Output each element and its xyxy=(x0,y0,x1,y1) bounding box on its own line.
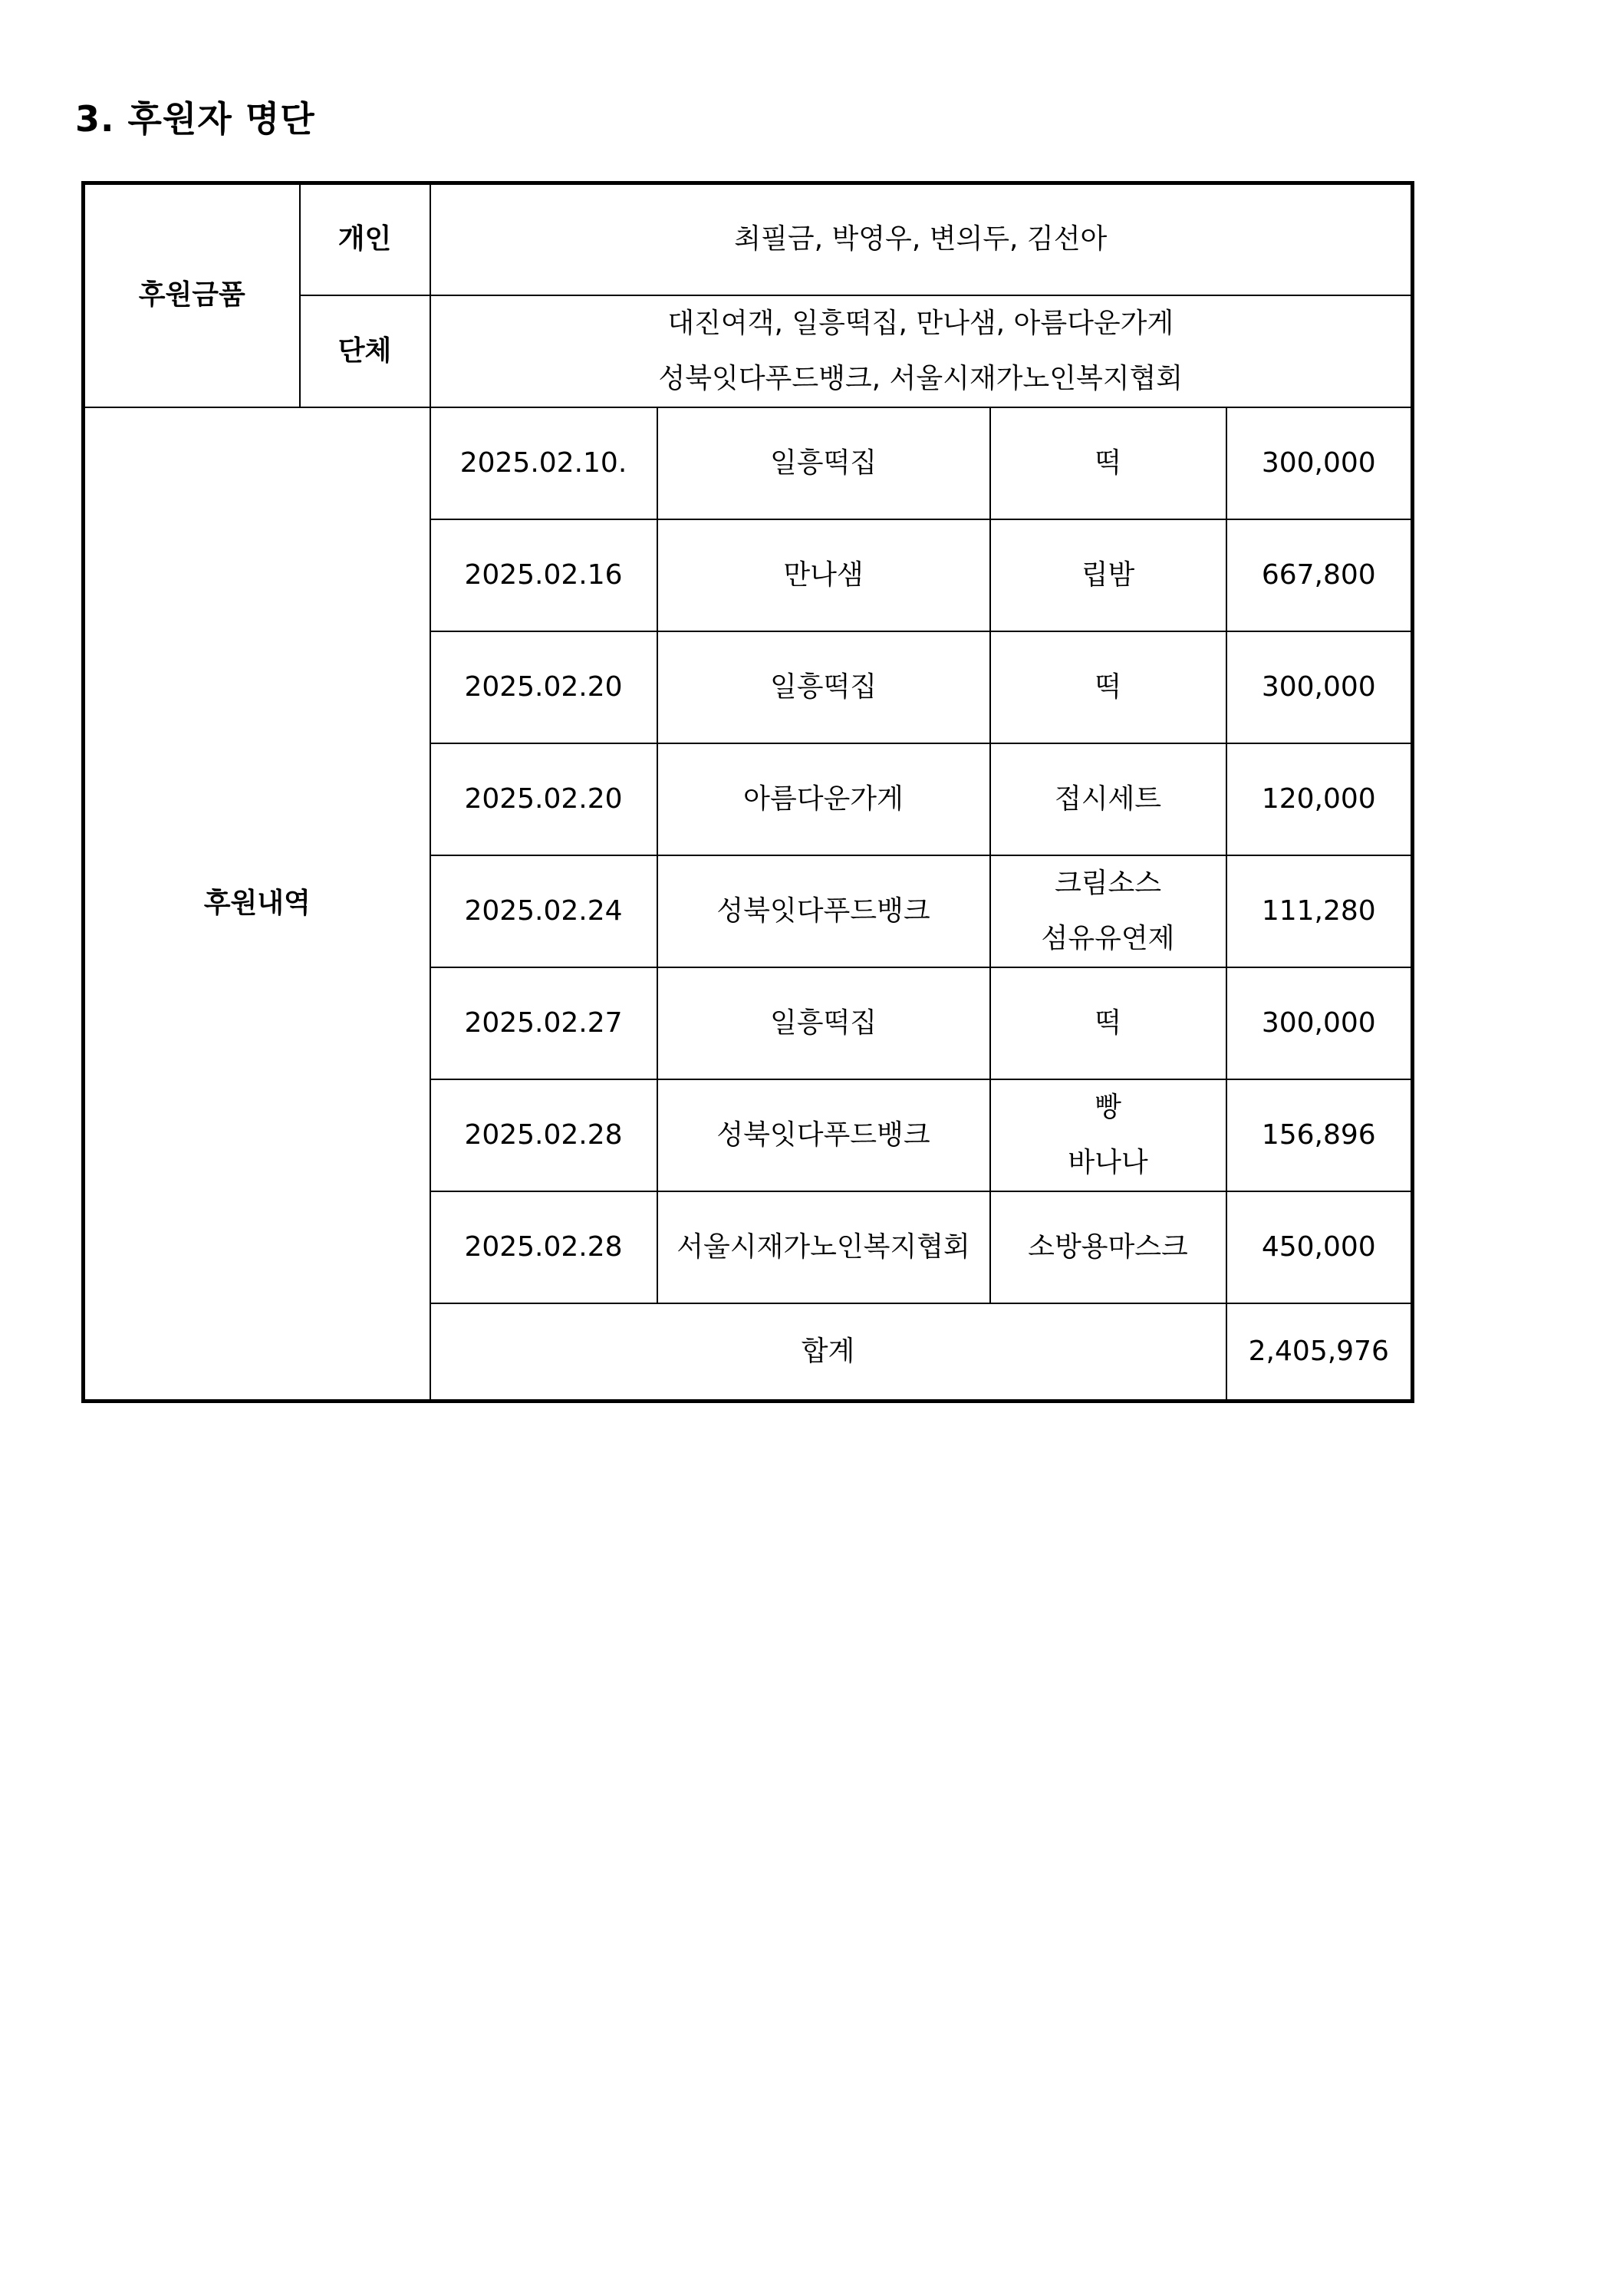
group-label: 단체 xyxy=(300,295,430,407)
total-label: 합계 xyxy=(430,1303,1226,1402)
donation-donor: 일흥떡집 xyxy=(657,967,990,1079)
goods-header: 후원금품 xyxy=(84,183,300,407)
section-title: 3. 후원자 명단 xyxy=(75,98,315,140)
donation-item-line: 빵 xyxy=(1095,1091,1121,1123)
donation-item-line: 떡 xyxy=(1095,446,1121,479)
donation-row xyxy=(84,407,1413,519)
donor-table xyxy=(81,181,1414,1403)
donation-amount: 300,000 xyxy=(1226,407,1413,519)
donation-item xyxy=(990,967,1226,1079)
donation-item-line: 크림소스 xyxy=(1054,867,1162,899)
donation-item xyxy=(990,1191,1226,1303)
donation-item-line: 떡 xyxy=(1095,670,1121,703)
donation-item xyxy=(990,407,1226,519)
total-amount: 2,405,976 xyxy=(1226,1303,1413,1402)
donation-item xyxy=(990,519,1226,631)
donation-amount: 156,896 xyxy=(1226,1079,1413,1191)
donation-item-line: 접시세트 xyxy=(1054,782,1162,815)
donation-item-line: 립밤 xyxy=(1081,558,1135,591)
donation-donor: 만나샘 xyxy=(657,519,990,631)
donation-item-line: 소방용마스크 xyxy=(1028,1230,1188,1263)
donation-date: 2025.02.28 xyxy=(430,1191,657,1303)
donation-donor: 서울시재가노인복지협회 xyxy=(657,1191,990,1303)
donation-date: 2025.02.27 xyxy=(430,967,657,1079)
donation-donor: 일흥떡집 xyxy=(657,631,990,743)
donation-item xyxy=(990,855,1226,967)
donation-amount: 667,800 xyxy=(1226,519,1413,631)
individual-label: 개인 xyxy=(300,183,430,295)
group-names xyxy=(430,295,1413,407)
donation-date: 2025.02.16 xyxy=(430,519,657,631)
donation-item xyxy=(990,1079,1226,1191)
donation-item-line: 떡 xyxy=(1095,1006,1121,1039)
donation-date: 2025.02.28 xyxy=(430,1079,657,1191)
donation-date: 2025.02.10. xyxy=(430,407,657,519)
donation-donor: 아름다운가게 xyxy=(657,743,990,855)
donation-item xyxy=(990,743,1226,855)
group-names-line-2: 성북잇다푸드뱅크, 서울시재가노인복지협회 xyxy=(658,362,1184,394)
donation-amount: 120,000 xyxy=(1226,743,1413,855)
donation-date: 2025.02.24 xyxy=(430,855,657,967)
group-names-line-1: 대진여객, 일흥떡집, 만나샘, 아름다운가게 xyxy=(667,307,1174,339)
donation-amount: 450,000 xyxy=(1226,1191,1413,1303)
donation-donor: 성북잇다푸드뱅크 xyxy=(657,855,990,967)
donation-item xyxy=(990,631,1226,743)
individual-row xyxy=(84,183,1413,295)
donation-amount: 300,000 xyxy=(1226,967,1413,1079)
donation-amount: 300,000 xyxy=(1226,631,1413,743)
donation-date: 2025.02.20 xyxy=(430,631,657,743)
history-header: 후원내역 xyxy=(84,407,430,1402)
individual-names: 최필금, 박영우, 변의두, 김선아 xyxy=(430,183,1413,295)
donation-date: 2025.02.20 xyxy=(430,743,657,855)
donation-item-line: 섬유유연제 xyxy=(1041,922,1175,954)
donation-donor: 성북잇다푸드뱅크 xyxy=(657,1079,990,1191)
donation-donor: 일흥떡집 xyxy=(657,407,990,519)
donation-item-line: 바나나 xyxy=(1068,1146,1148,1178)
donation-amount: 111,280 xyxy=(1226,855,1413,967)
